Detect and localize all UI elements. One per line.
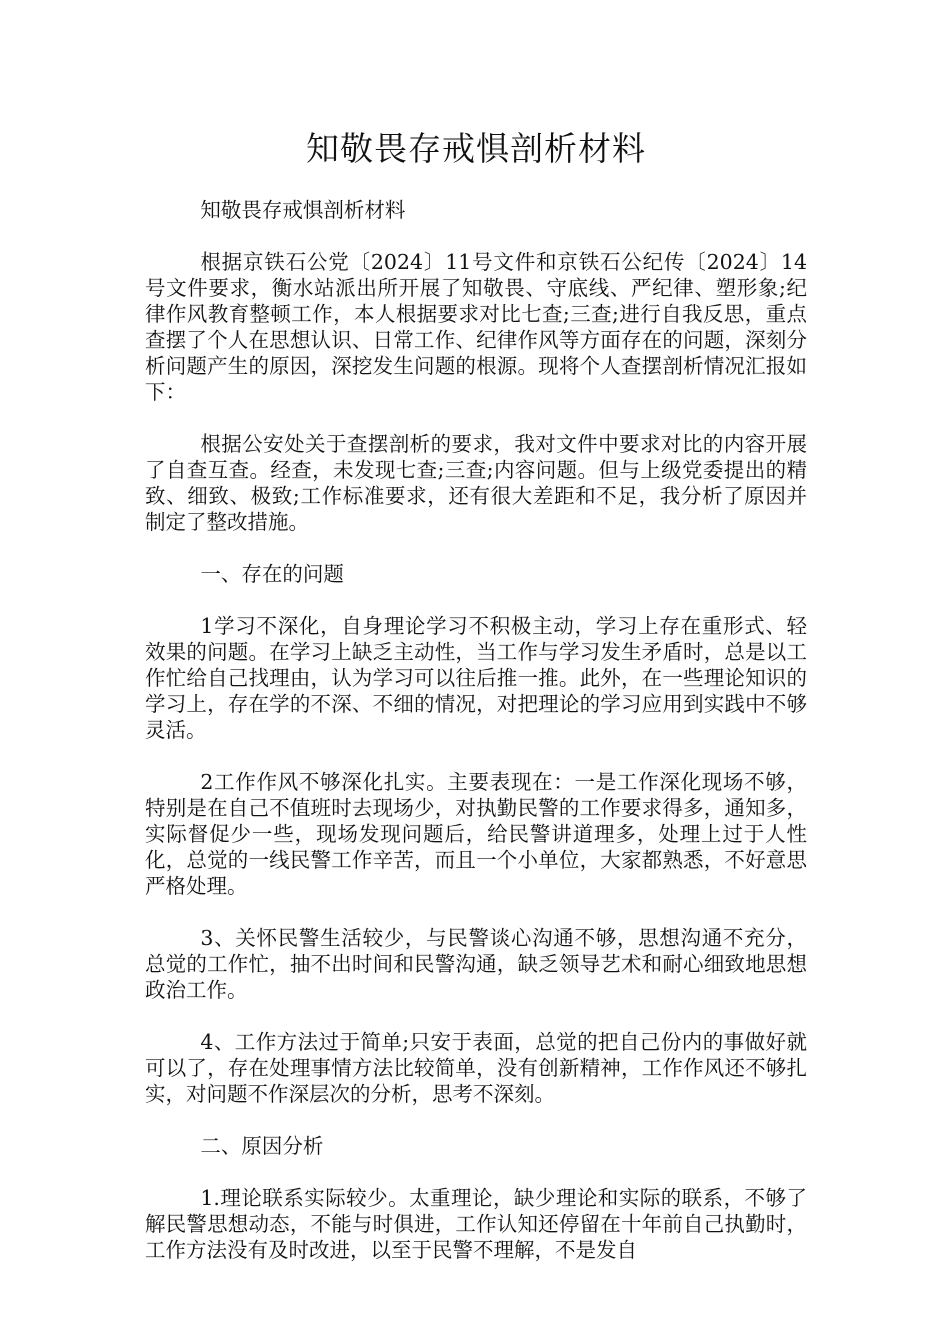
- subtitle-paragraph: 知敬畏存戒惧剖析材料: [200, 198, 406, 222]
- document-title: 知敬畏存戒惧剖析材料: [306, 129, 646, 168]
- problem-item-3: 3、关怀民警生活较少，与民警谈心沟通不够，思想沟通不充分，总觉的工作忙，抽不出时间和民警沟通，缺乏领导艺术和耐心细致地思想政治工作。: [145, 926, 807, 1002]
- section-heading-causes: 二、原因分析: [200, 1134, 324, 1158]
- section-heading-problems: 一、存在的问题: [200, 562, 344, 586]
- problem-item-4: 4、工作方法过于简单;只安于表面，总觉的把自己份内的事做好就可以了，存在处理事情方法比较简单，没有创新精神，工作作风还不够扎实，对问题不作深层次的分析，思考不深刻。: [145, 1030, 807, 1106]
- document-page: [145, 0, 807, 1344]
- document-body: [145, 197, 807, 1289]
- intro-paragraph: 根据京铁石公党〔2024〕11号文件和京铁石公纪传〔2024〕14号文件要求，衡水站派出所开展了知敬畏、守底线、严纪律、塑形象;纪律作风教育整顿工作，本人根据要求对比七查;三查;进行自我反思，重点查摆了个人在思想认识、日常工作、纪律作风等方面存在的问题，深刻分析问题产生的原因，深挖发生问题的根源。现将个人查摆剖析情况汇报如下：: [145, 250, 807, 404]
- cause-item-1: 1.理论联系实际较少。太重理论，缺少理论和实际的联系，不够了解民警思想动态，不能与时俱进，工作认知还停留在十年前自己执勤时，工作方法没有及时改进，以至于民警不理解，不是发自: [145, 1186, 807, 1262]
- problem-item-2: 2工作作风不够深化扎实。主要表现在：一是工作深化现场不够，特别是在自己不值班时去现场少，对执勤民警的工作要求得多，通知多，实际督促少一些，现场发现问题后，给民警讲道理多，处理上过于人性化，总觉的一线民警工作辛苦，而且一个小单位，大家都熟悉，不好意思严格处理。: [145, 770, 807, 898]
- problem-item-1: 1学习不深化，自身理论学习不积极主动，学习上存在重形式、轻效果的问题。在学习上缺乏主动性，当工作与学习发生矛盾时，总是以工作忙给自己找理由，认为学习可以往后推一推。此外，在一些理论知识的学习上，存在学的不深、不细的情况，对把理论的学习应用到实践中不够灵活。: [145, 614, 807, 742]
- self-check-paragraph: 根据公安处关于查摆剖析的要求，我对文件中要求对比的内容开展了自查互查。经查，未发现七查;三查;内容问题。但与上级党委提出的精致、细致、极致;工作标准要求，还有很大差距和不足，我分析了原因并制定了整改措施。: [145, 432, 807, 534]
